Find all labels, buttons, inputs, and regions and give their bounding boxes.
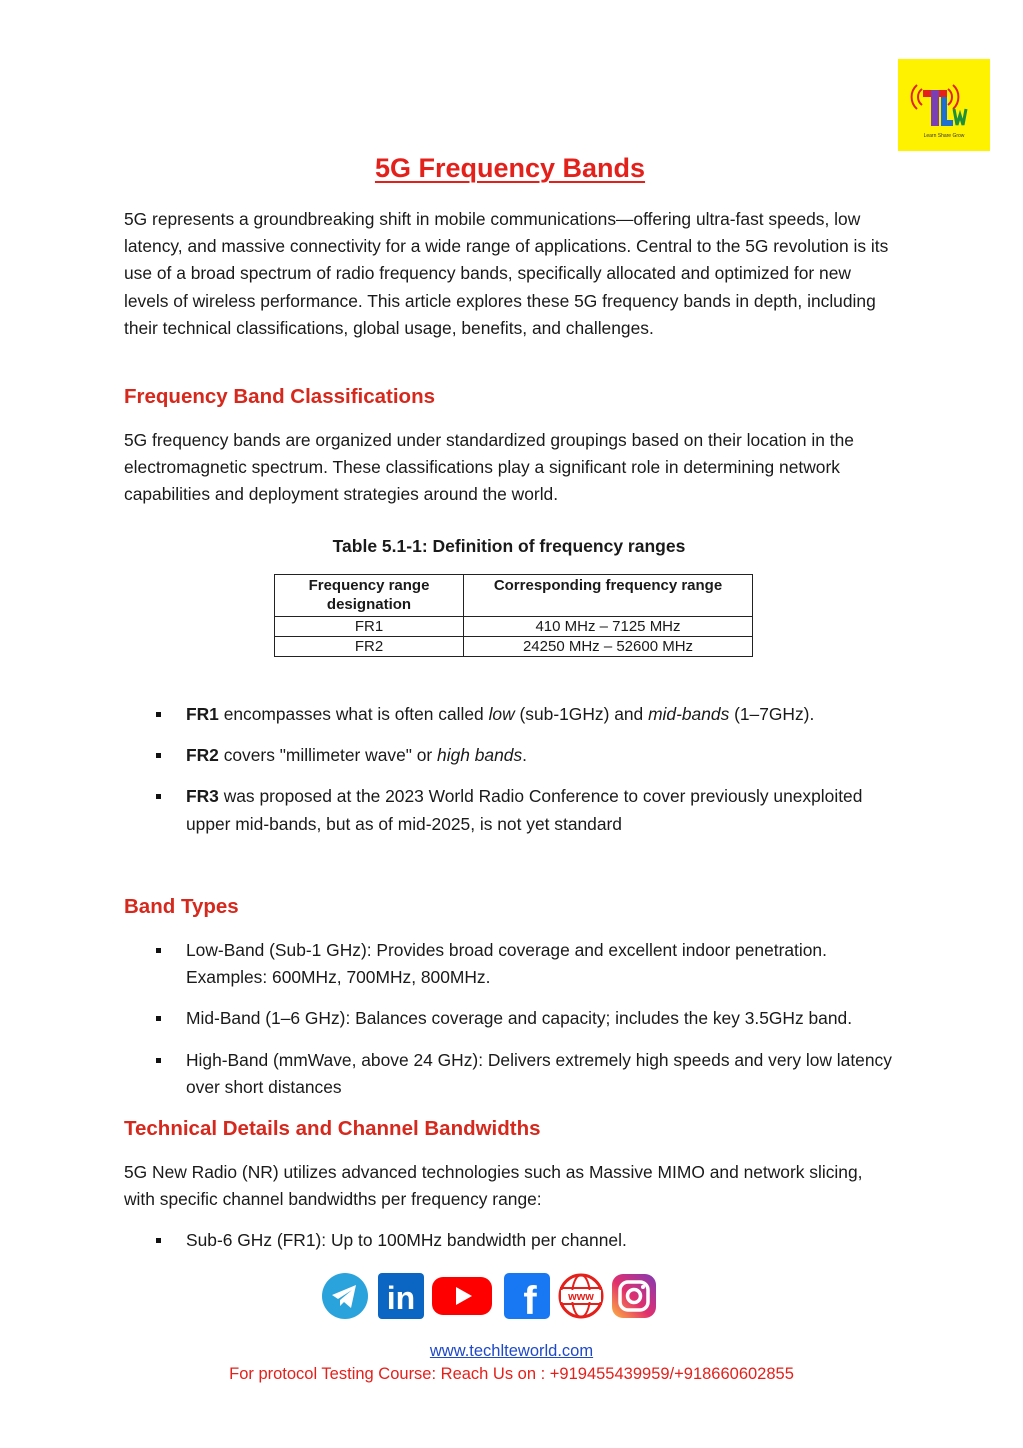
bullet-text: Sub-6 GHz (FR1): Up to 100MHz bandwidth per channel. — [186, 1230, 627, 1250]
bullet-italic-text: high bands — [437, 745, 523, 766]
technical-heading: Technical Details and Channel Bandwidths — [124, 1117, 541, 1140]
facebook-icon[interactable] — [503, 1272, 551, 1325]
table-header-cell: Frequency range designation — [275, 575, 464, 617]
bullet-square-icon — [156, 1238, 161, 1243]
list-item — [124, 1227, 894, 1254]
telegram-icon[interactable] — [321, 1272, 369, 1325]
bullet-text: encompasses what is often called — [218, 704, 489, 724]
technical-list — [124, 1227, 894, 1254]
list-item — [124, 1005, 894, 1032]
bullet-bold-term: FR2 — [186, 745, 219, 766]
technical-paragraph: 5G New Radio (NR) utilizes advanced technologies such as Massive MIMO and network slicing, with specific channel bandwidths per frequency range: — [124, 1162, 863, 1210]
list-item — [124, 1047, 894, 1101]
bullet-bold-term: FR1 — [186, 704, 219, 724]
classifications-paragraph: 5G frequency bands are organized under standardized groupings based on their location in the electromagnetic spectrum. These classifications play a significant role in determining network capabilities and deployment strategies around the world. — [124, 430, 854, 505]
bullet-square-icon — [156, 1058, 161, 1063]
bullet-text: (1–7GHz). — [729, 704, 815, 724]
bullet-text: (sub-1GHz) and — [514, 704, 649, 724]
website-label: www — [568, 1291, 594, 1303]
table-cell: FR2 — [275, 637, 464, 657]
fr-bullet-list — [124, 701, 894, 838]
website-icon[interactable] — [557, 1272, 605, 1325]
bullet-square-icon — [156, 794, 161, 799]
intro-paragraph: 5G represents a groundbreaking shift in mobile communications—offering ultra-fast speeds, low latency, and massive connectivity for a wide range of applications. Central to the 5G revolution is its use of a broad spectrum of radio frequency bands, specifically allocated and optimized for new levels of wireless performance. This article explores these 5G frequency bands in depth, including their technical classifications, global usage, benefits, and challenges. — [124, 209, 889, 338]
bullet-text: covers "millimeter wave" or — [218, 745, 438, 766]
table-header-row — [275, 575, 753, 617]
table-header-cell: Corresponding frequency range — [464, 575, 753, 617]
table-row — [275, 617, 753, 637]
linkedin-icon[interactable] — [377, 1272, 425, 1325]
band-types-list — [124, 937, 894, 1101]
list-item — [124, 701, 894, 728]
logo-tagline: Learn Share Grow — [923, 133, 965, 139]
brand-logo — [898, 59, 990, 151]
bullet-text: Low-Band (Sub-1 GHz): Provides broad coverage and excellent indoor penetration. Examples: 600MHz, 700MHz, 800MHz. — [186, 940, 827, 988]
bullet-square-icon — [156, 712, 161, 717]
bullet-text: was proposed at the 2023 World Radio Conference to cover previously unexploited upper mid-bands, but as of mid-2025, is not yet standard — [186, 786, 863, 834]
bullet-bold-term: FR3 — [186, 786, 219, 807]
bullet-text: . — [522, 745, 527, 766]
table-row — [275, 637, 753, 657]
instagram-icon[interactable] — [611, 1272, 657, 1325]
page-title: 5G Frequency Bands — [374, 153, 646, 183]
bullet-text: High-Band (mmWave, above 24 GHz): Delivers extremely high speeds and very low latency over short distances — [186, 1049, 892, 1097]
youtube-icon[interactable] — [431, 1272, 493, 1325]
contact-info: For protocol Testing Course: Reach Us on : +919455439959/+918660602855 — [229, 1365, 794, 1383]
linkedin-label: in — [386, 1280, 416, 1316]
website-link[interactable]: www.techlteworld.com — [429, 1342, 594, 1360]
list-item — [124, 742, 894, 769]
bullet-italic-text: mid-bands — [648, 704, 730, 724]
frequency-range-table — [274, 574, 753, 657]
list-item — [124, 937, 894, 991]
table-cell: 410 MHz – 7125 MHz — [464, 617, 753, 637]
classifications-heading: Frequency Band Classifications — [124, 385, 436, 408]
bullet-square-icon — [156, 948, 161, 953]
list-item — [124, 783, 894, 837]
table-caption: Table 5.1-1: Definition of frequency ranges — [332, 536, 686, 556]
bullet-square-icon — [156, 1016, 161, 1021]
band-types-heading: Band Types — [124, 895, 239, 918]
table-cell: 24250 MHz – 52600 MHz — [464, 637, 753, 657]
facebook-label: f — [523, 1279, 537, 1320]
table-cell: FR1 — [275, 617, 464, 637]
bullet-italic-text: low — [488, 704, 515, 724]
bullet-text: Mid-Band (1–6 GHz): Balances coverage and capacity; includes the key 3.5GHz band. — [186, 1008, 853, 1029]
bullet-square-icon — [156, 753, 161, 758]
